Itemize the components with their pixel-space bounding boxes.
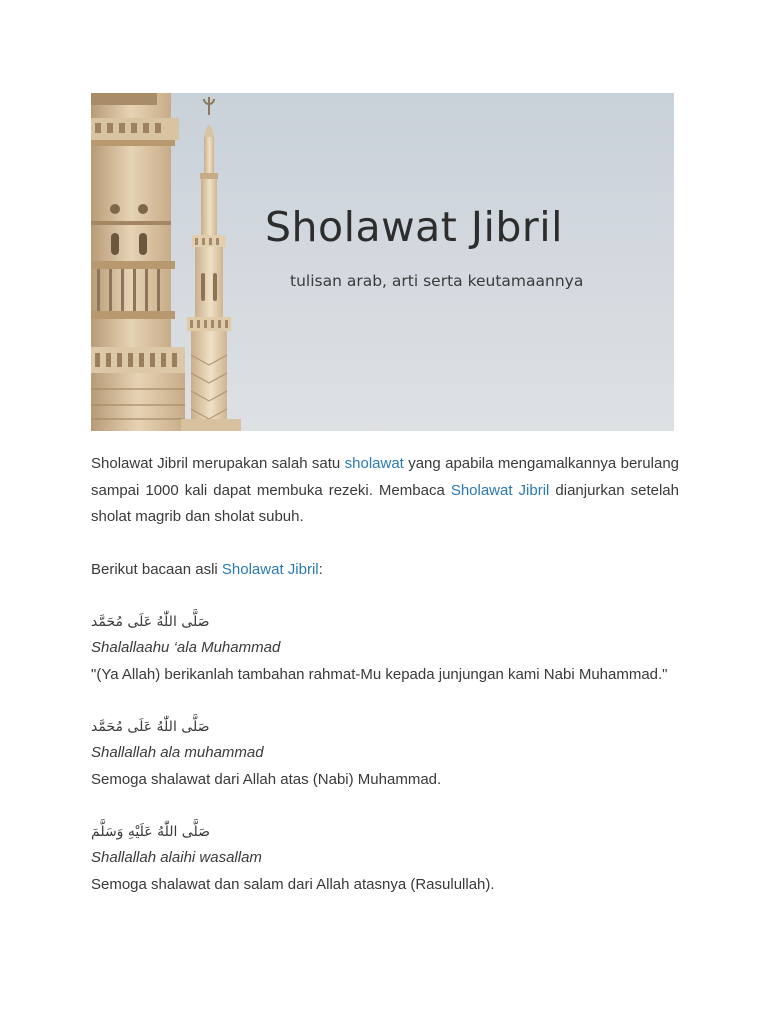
- arabic-text: صَلَّى اللّٰهُ عَلَى مُحَمَّد: [91, 614, 210, 630]
- lead-text: :: [318, 560, 323, 578]
- banner-title: Sholawat Jibril: [265, 203, 564, 251]
- transliteration: Shalallaahu ‘ala Muhammad: [91, 639, 281, 656]
- lead-text: Berikut bacaan asli: [91, 560, 222, 578]
- sholawat-entry: [91, 819, 679, 898]
- intro-paragraph: [91, 451, 679, 531]
- arabic-text: صَلَّى اللّٰهُ عَلَيْهِ وَسَلَّمَ: [91, 824, 210, 840]
- mosque-minarets-image: [91, 93, 674, 431]
- transliteration: Shallallah ala muhammad: [91, 744, 264, 761]
- header-banner: [91, 93, 674, 431]
- sholawat-jibril-link[interactable]: Sholawat Jibril: [221, 560, 319, 578]
- intro-text: dianjurkan setelah sholat magrib dan sholat subuh.: [91, 481, 679, 525]
- sholawat-entry: [91, 714, 679, 793]
- translation: "(Ya Allah) berikanlah tambahan rahmat-Mu kepada junjungan kami Nabi Muhammad.": [91, 665, 668, 683]
- translation: Semoga shalawat dan salam dari Allah atasnya (Rasulullah).: [91, 875, 495, 893]
- sholawat-jibril-link[interactable]: Sholawat Jibril: [450, 481, 550, 499]
- banner-subtitle: tulisan arab, arti serta keutamaannya: [290, 272, 584, 290]
- translation: Semoga shalawat dari Allah atas (Nabi) Muhammad.: [91, 770, 442, 788]
- article-body: [91, 451, 679, 898]
- sholawat-link[interactable]: sholawat: [344, 455, 404, 472]
- arabic-text: صَلَّى اللّٰهُ عَلَى مُحَمَّد: [91, 719, 210, 735]
- transliteration: Shallallah alaihi wasallam: [91, 849, 262, 866]
- lead-paragraph: [91, 557, 679, 584]
- intro-text: yang apabila mengamalkannya berulang sampai 1000 kali dapat membuka rezeki. Membaca: [91, 455, 680, 499]
- sholawat-entry: [91, 609, 679, 688]
- intro-text: Sholawat Jibril merupakan salah satu: [91, 455, 345, 472]
